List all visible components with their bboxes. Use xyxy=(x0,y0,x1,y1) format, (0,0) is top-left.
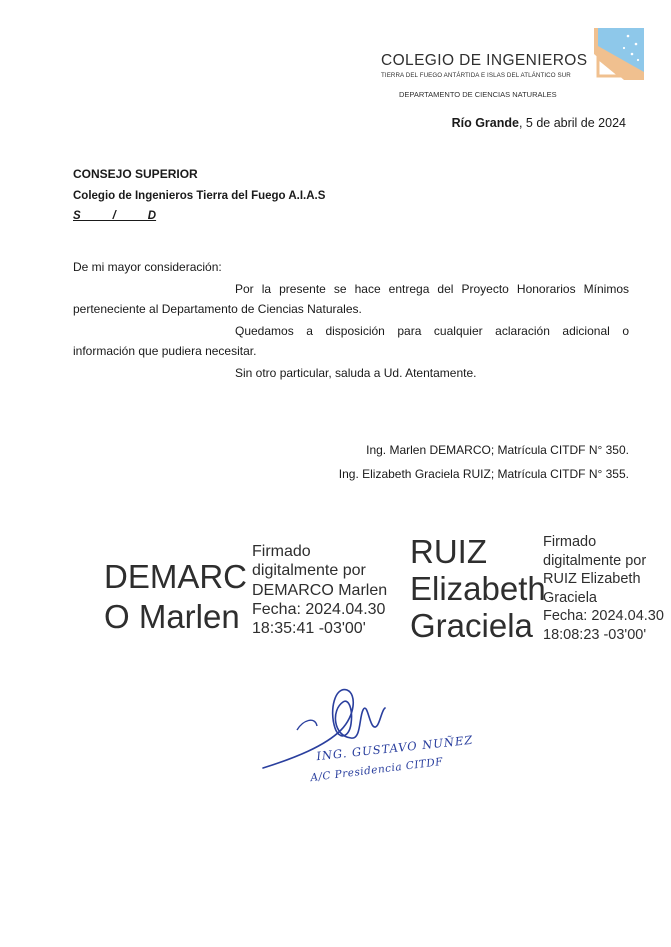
ds1-info-line: DEMARCO Marlen xyxy=(252,581,388,599)
body-paragraph-2: Quedamos a disposición para cualquier aclaración adicional o información que pudiera necesitar. xyxy=(73,324,629,358)
recipient-line-1: CONSEJO SUPERIOR xyxy=(73,167,198,181)
ds1-name-line: DEMARC xyxy=(104,558,248,595)
recipient-line-2: Colegio de Ingenieros Tierra del Fuego A.I.A.S xyxy=(73,190,326,202)
ds1-info-line: Fecha: 2024.04.30 xyxy=(252,600,386,618)
ds2-info-line: RUIZ Elizabeth xyxy=(543,571,641,588)
ds1-name-line: O Marlen xyxy=(104,598,240,635)
ds2-info-line: Firmado xyxy=(543,534,597,550)
department-name: DEPARTAMENTO DE CIENCIAS NATURALES xyxy=(399,90,557,99)
greeting: De mi mayor consideración: xyxy=(73,260,222,274)
signatory-line-1: Ing. Marlen DEMARCO; Matrícula CITDF N° 350. xyxy=(366,443,629,457)
digital-signature-2-name xyxy=(410,533,546,644)
ds1-info-line: 18:35:41 -03'00' xyxy=(252,620,366,638)
recipient-line-3: S / D xyxy=(73,210,157,222)
signatory-line-2: Ing. Elizabeth Graciela RUIZ; Matrícula CITDF N° 355. xyxy=(338,467,629,481)
ds2-name-line: Elizabeth xyxy=(410,570,546,607)
ds1-info-line: digitalmente por xyxy=(252,562,366,580)
date-rest: , 5 de abril de 2024 xyxy=(518,116,626,130)
body-paragraph-1: Por la presente se hace entrega del Proyecto Honorarios Mínimos perteneciente al Departamento de Ciencias Naturales. xyxy=(73,282,629,316)
digital-signature-1-info xyxy=(252,542,402,638)
colegio-logo-icon xyxy=(594,28,644,80)
digital-signature-2-info xyxy=(543,533,668,645)
ds1-info-line: Firmado xyxy=(252,543,311,560)
ds2-info-line: Fecha: 2024.04.30 xyxy=(543,608,664,625)
ds2-name-line: Graciela xyxy=(410,607,533,644)
org-subtitle: TIERRA DEL FUEGO ANTÁRTIDA E ISLAS DEL ATLÁNTICO SUR xyxy=(381,72,571,79)
ds2-info-line: digitalmente por xyxy=(543,552,647,569)
org-name: COLEGIO DE INGENIEROS xyxy=(381,52,588,69)
ds2-info-line: Graciela xyxy=(543,589,597,606)
digital-signature-1-name xyxy=(104,557,254,637)
document-date xyxy=(452,116,626,130)
handwritten-name: ING. GUSTAVO NUÑEZ xyxy=(315,732,474,764)
handwritten-role: A/C Presidencia CITDF xyxy=(309,755,444,785)
date-place: Río Grande xyxy=(451,116,519,130)
closing-line: Sin otro particular, saluda a Ud. Atentamente. xyxy=(235,366,477,380)
ds2-name-line: RUIZ xyxy=(410,533,487,570)
ds2-info-line: 18:08:23 -03'00' xyxy=(543,626,647,643)
